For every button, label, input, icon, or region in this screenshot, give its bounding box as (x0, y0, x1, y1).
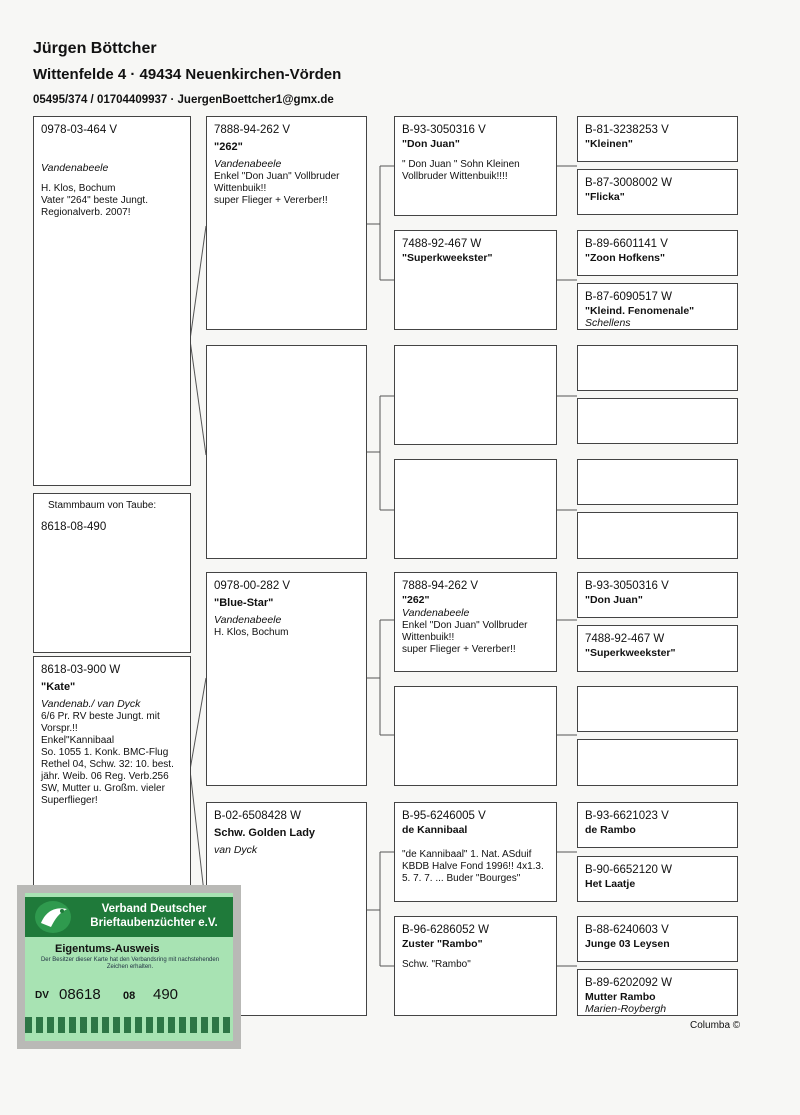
ffm-ring: 7488-92-467 W (402, 238, 482, 250)
mmff-name: de Rambo (585, 824, 636, 836)
ffmm-box (577, 283, 738, 330)
mff-note-1: Enkel "Don Juan" Vollbruder (402, 620, 528, 631)
ff-note-2: Wittenbuik!! (214, 183, 267, 194)
mffm-box (577, 625, 738, 672)
mmm-ring: B-96-6286052 W (402, 924, 489, 936)
stamp-year: 08 (123, 990, 136, 1002)
fmff-box-empty (577, 345, 738, 391)
mf-box (206, 572, 367, 786)
mother-note-2: Vorspr.!! (41, 723, 78, 734)
mmf-name: de Kannibaal (402, 824, 468, 836)
ffmf-box (577, 230, 738, 276)
fmm-box-empty (394, 459, 557, 559)
pigeon-logo-icon (33, 899, 73, 935)
fffm-ring: B-87-3008002 W (585, 177, 672, 189)
fff-note-2: Vollbruder Wittenbuik!!!! (402, 171, 508, 182)
mmfm-box (577, 856, 738, 902)
mother-ring: 8618-03-900 W (41, 664, 121, 676)
mf-ring: 0978-00-282 V (214, 580, 291, 592)
fffm-box (577, 169, 738, 215)
owner-contact: 05495/374 / 01704409937 · JuergenBoettcher1@gmx.de (33, 94, 334, 106)
stamp-pattern (25, 1017, 233, 1033)
mother-breed: Vandenab./ van Dyck (41, 698, 141, 710)
mfmf-box-empty (577, 686, 738, 732)
ownership-card (17, 885, 241, 1049)
mother-note-7: SW, Mutter u. Großm. vieler (41, 783, 165, 794)
ff-breed: Vandenabeele (214, 158, 282, 170)
mfm-box-empty (394, 686, 557, 786)
mmmm-name: Mutter Rambo (585, 991, 656, 1003)
fff-name: "Don Juan" (402, 138, 460, 150)
mf-breed: Vandenabeele (214, 614, 282, 626)
mmmf-ring: B-88-6240603 V (585, 924, 669, 936)
fff-ring: B-93-3050316 V (402, 124, 486, 136)
mm-ring: B-02-6508428 W (214, 810, 301, 822)
fm-box-empty (206, 345, 367, 559)
mmm-box (394, 916, 557, 1016)
stamp-serial: 490 (153, 986, 179, 1003)
mff-note-2: Wittenbuik!! (402, 632, 455, 643)
father-note-2: Vater "264" beste Jungt. (41, 195, 148, 206)
mother-name: "Kate" (41, 681, 76, 693)
mff-breed: Vandenabeele (402, 607, 470, 619)
fmf-box-empty (394, 345, 557, 445)
stamp-text: Der Besitzer dieser Karte hat den Verbandsring mit nachstehenden Zeichen erhalten. (40, 957, 220, 970)
mother-note-8: Superflieger! (41, 795, 98, 806)
stamp-org-line1: Verband Deutscher (101, 903, 207, 915)
fmmm-box-empty (577, 512, 738, 559)
mmf-note-3: 5. 7. 7. ... Buder "Bourges" (402, 873, 521, 884)
ff-note-3: super Flieger + Vererber!! (214, 195, 328, 206)
ffmm-name: "Kleind. Fenomenale" (585, 305, 695, 317)
mother-note-6: jähr. Weib. 06 Reg. Verb.256 (41, 771, 169, 782)
ffff-box (577, 116, 738, 162)
fmmf-box-empty (577, 459, 738, 505)
fmfm-box-empty (577, 398, 738, 444)
owner-name: Jürgen Böttcher (33, 40, 157, 57)
mmmf-name: Junge 03 Leysen (585, 938, 670, 950)
mmf-note-2: KBDB Halve Fond 1996!! 4x1.3. (402, 861, 544, 872)
ffff-name: "Kleinen" (585, 138, 633, 150)
father-note-3: Regionalverb. 2007! (41, 207, 131, 218)
father-box (33, 116, 191, 486)
mmf-box (394, 802, 557, 902)
mff-ring: 7888-94-262 V (402, 580, 479, 592)
fffm-name: "Flicka" (585, 191, 625, 203)
mmmf-box (577, 916, 738, 962)
mmff-box (577, 802, 738, 848)
mmm-name: Zuster "Rambo" (402, 938, 483, 950)
father-breed: Vandenabeele (41, 162, 109, 174)
mffm-name: "Superkweekster" (585, 647, 676, 659)
subject-ring: 8618-08-490 (41, 521, 107, 533)
mm-breed: van Dyck (214, 844, 258, 856)
mfmm-box-empty (577, 739, 738, 786)
owner-address: Wittenfelde 4 · 49434 Neuenkirchen-Vörden (33, 66, 342, 83)
stamp-dv: DV (35, 990, 49, 1001)
mff-note-3: super Flieger + Vererber!! (402, 644, 516, 655)
mother-note-5: Rethel 04, Schw. 32: 10. best. (41, 759, 174, 770)
mother-note-3: Enkel"Kannibaal (41, 735, 115, 746)
mfff-ring: B-93-3050316 V (585, 580, 669, 592)
ffmf-ring: B-89-6601141 V (585, 238, 668, 250)
fff-box (394, 116, 557, 216)
mother-note-4: So. 1055 1. Konk. BMC-Flug (41, 747, 169, 758)
mm-name: Schw. Golden Lady (214, 827, 316, 839)
ffmf-name: "Zoon Hofkens" (585, 252, 665, 264)
stammbaum-label: Stammbaum von Taube: (45, 500, 159, 512)
fff-note-1: " Don Juan " Sohn Kleinen (402, 159, 520, 170)
mmm-note-1: Schw. "Rambo" (402, 959, 471, 970)
subject-box (33, 493, 191, 653)
mmfm-name: Het Laatje (585, 878, 636, 890)
ffmm-ring: B-87-6090517 W (585, 291, 672, 303)
mmmm-box (577, 969, 738, 1016)
stamp-number: 08618 (59, 986, 101, 1003)
mother-note-1: 6/6 Pr. RV beste Jungt. mit (41, 711, 160, 722)
mmf-note-1: "de Kannibaal" 1. Nat. ASduif (402, 849, 532, 860)
mfff-name: "Don Juan" (585, 594, 643, 606)
mmff-ring: B-93-6621023 V (585, 810, 669, 822)
father-ring: 0978-03-464 V (41, 124, 118, 136)
ffm-box (394, 230, 557, 330)
mmf-ring: B-95-6246005 V (402, 810, 486, 822)
stamp-title: Eigentums-Ausweis (55, 943, 160, 955)
mffm-ring: 7488-92-467 W (585, 633, 665, 645)
ffm-name: "Superkweekster" (402, 252, 493, 264)
mf-note-1: H. Klos, Bochum (214, 627, 289, 638)
father-note-1: H. Klos, Bochum (41, 183, 116, 194)
mff-box (394, 572, 557, 672)
mmfm-ring: B-90-6652120 W (585, 864, 672, 876)
stamp-org-name (77, 902, 231, 930)
ff-ring: 7888-94-262 V (214, 124, 291, 136)
mfff-box (577, 572, 738, 618)
footer-credit: Columba © (690, 1020, 741, 1031)
stamp-org-line2: Brieftaubenzüchter e.V. (90, 917, 218, 929)
ff-box (206, 116, 367, 330)
mmmm-ring: B-89-6202092 W (585, 977, 672, 989)
ffff-ring: B-81-3238253 V (585, 124, 669, 136)
mf-name: "Blue-Star" (214, 597, 274, 609)
ff-note-1: Enkel "Don Juan" Vollbruder (214, 171, 340, 182)
mmmm-breed: Marien-Roybergh (585, 1003, 667, 1015)
ff-name: "262" (214, 141, 243, 153)
ffmm-breed: Schellens (585, 317, 631, 329)
mff-name: "262" (402, 594, 430, 606)
